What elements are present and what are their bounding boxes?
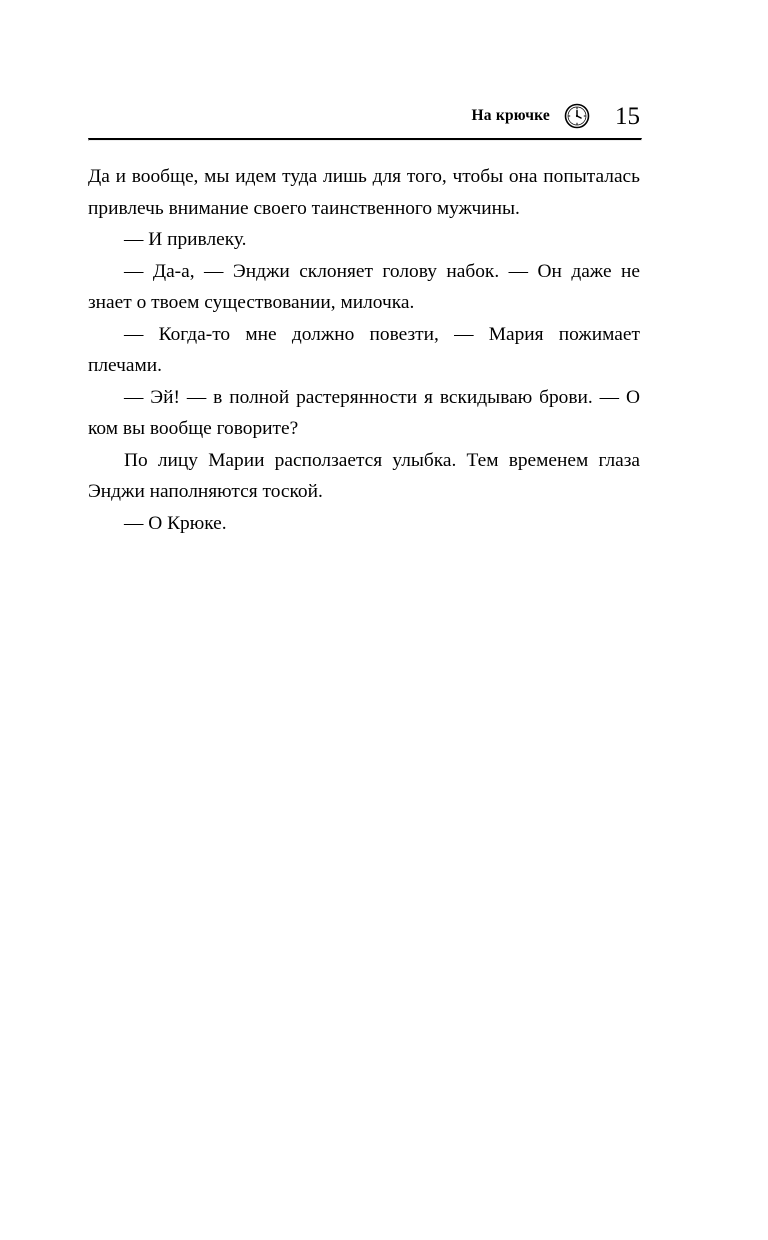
running-head-title: На крючке xyxy=(471,107,550,124)
paragraph: — Когда-то мне должно повезти, — Мария пожимает плечами. xyxy=(88,323,640,376)
paragraph: Да и вообще, мы идем туда лишь для того, чтобы она попыталась привлечь внимание своего таинственного мужчины. xyxy=(88,166,640,219)
paragraph: — Да-а, — Энджи склоняет голову набок. — Он даже не знает о твоем существовании, милочка. xyxy=(88,260,640,313)
page-number: 15 xyxy=(615,102,640,130)
body-text xyxy=(88,161,640,539)
running-head xyxy=(88,96,640,138)
clock-ornament-icon xyxy=(562,101,592,131)
page-content xyxy=(88,96,640,539)
paragraph: — Эй! — в полной растерянности я вскидываю брови. — О ком вы вообще говорите? xyxy=(88,386,640,439)
paragraph: — О Крюке. xyxy=(124,512,227,534)
header-rule xyxy=(88,138,642,141)
paragraph: По лицу Марии расползается улыбка. Тем временем глаза Энджи наполняются тоской. xyxy=(88,449,640,502)
paragraph: — И привлеку. xyxy=(124,229,247,250)
